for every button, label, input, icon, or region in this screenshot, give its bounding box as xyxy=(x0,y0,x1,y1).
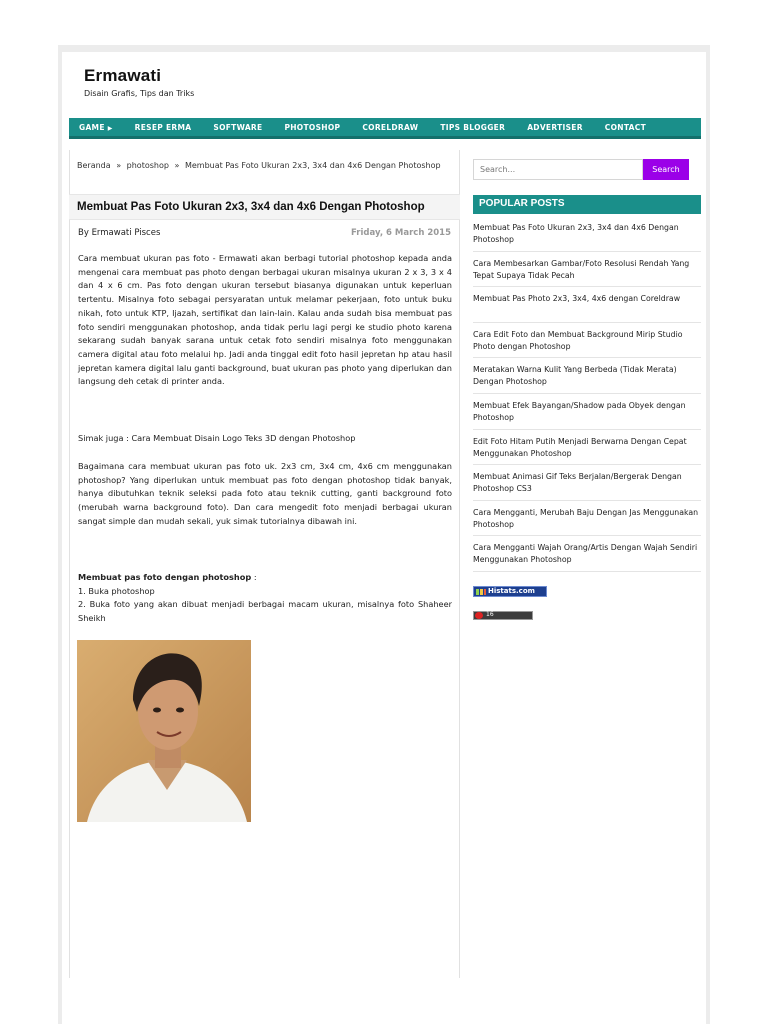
nav-item-software[interactable]: SOFTWARE xyxy=(213,122,263,132)
step-item: 1. Buka photoshop xyxy=(78,585,155,596)
nav-item-game[interactable]: GAME ▶ xyxy=(79,122,113,132)
popular-post-link[interactable]: Cara Mengganti Wajah Orang/Artis Dengan Wajah Sendiri Menggunakan Photoshop xyxy=(473,536,701,572)
steps-heading: Membuat pas foto dengan photoshop xyxy=(78,572,252,582)
stop-icon xyxy=(475,612,483,619)
portrait-photo xyxy=(77,640,251,822)
breadcrumb-home[interactable]: Beranda xyxy=(77,161,111,170)
nav-item-contact[interactable]: CONTACT xyxy=(604,122,647,132)
steps-section: Membuat pas foto dengan photoshop : 1. Buka photoshop 2. Buka foto yang akan dibuat menjadi berbagai macam ukuran, misalnya foto Shaheer Sheikh xyxy=(78,571,452,626)
breadcrumb-current: Membuat Pas Foto Ukuran 2x3, 3x4 dan 4x6 Dengan Photoshop xyxy=(184,161,441,170)
breadcrumb-separator: » xyxy=(116,161,122,170)
breadcrumb xyxy=(77,159,452,172)
search-button[interactable]: Search xyxy=(643,159,689,180)
post-paragraph: Bagaimana cara membuat ukuran pas foto uk. 2x3 cm, 3x4 cm, 4x6 cm menggunakan photoshop? Yang diperlukan untuk membuat pas foto dengan photoshop tidak banyak, hanya dibutuhkan teknik seleksi pada foto atau teknik cutting, ganti background foto (merubah warna background foto). Dan cara mengedit foto menjadi berbagai ukuran sangat simple dan mudah sekali, yuk simak tutorialnya dibawah ini. xyxy=(78,461,452,526)
popular-post-link[interactable]: Cara Mengganti, Merubah Baju Dengan Jas Menggunakan Photoshop xyxy=(473,501,701,537)
histats-badge[interactable]: Histats.com xyxy=(473,586,547,597)
step-item: 2. Buka foto yang akan dibuat menjadi berbagai macam ukuran, misalnya foto Shaheer Sheikh xyxy=(78,599,452,624)
site-description: Disain Grafis, Tips dan Triks xyxy=(84,89,195,98)
nav-item-advertiser[interactable]: ADVERTISER xyxy=(527,122,583,132)
popular-post-link[interactable]: Membuat Animasi Gif Teks Berjalan/Bergerak Dengan Photoshop CS3 xyxy=(473,465,701,501)
post-author: By Ermawati Pisces xyxy=(78,228,161,238)
chart-bars-icon xyxy=(476,589,486,595)
popular-post-link[interactable]: Membuat Pas Foto Ukuran 2x3, 3x4 dan 4x6 Dengan Photoshop xyxy=(473,216,701,252)
post-title[interactable]: Membuat Pas Foto Ukuran 2x3, 3x4 dan 4x6 Dengan Photoshop xyxy=(69,194,460,220)
post-date: Friday, 6 March 2015 xyxy=(351,228,451,238)
nav-item-resep-erma[interactable]: RESEP ERMA xyxy=(134,122,192,132)
nav-item-photoshop[interactable]: PHOTOSHOP xyxy=(284,122,341,132)
breadcrumb-category[interactable]: photoshop xyxy=(126,161,169,170)
nav-item-coreldraw[interactable]: CORELDRAW xyxy=(362,122,419,132)
see-also-link[interactable]: Simak juga : Cara Membuat Disain Logo Teks 3D dengan Photoshop xyxy=(78,433,356,443)
popular-posts-heading: POPULAR POSTS xyxy=(473,195,701,214)
popular-post-link[interactable]: Meratakan Warna Kulit Yang Berbeda (Tidak Merata) Dengan Photoshop xyxy=(473,358,701,394)
site-title[interactable]: Ermawati xyxy=(84,66,162,85)
visitor-counter[interactable]: 16 xyxy=(473,611,533,620)
popular-post-link[interactable]: Cara Edit Foto dan Membuat Background Mirip Studio Photo dengan Photoshop xyxy=(473,323,701,359)
main-nav xyxy=(69,118,701,139)
popular-post-link[interactable]: Membuat Efek Bayangan/Shadow pada Obyek dengan Photoshop xyxy=(473,394,701,430)
search-input[interactable]: Search... xyxy=(473,159,643,180)
breadcrumb-separator: » xyxy=(174,161,180,170)
caret-right-icon: ▶ xyxy=(107,124,113,132)
popular-post-link[interactable]: Membuat Pas Photo 2x3, 3x4, 4x6 dengan Coreldraw xyxy=(473,287,701,323)
post-paragraph: Cara membuat ukuran pas foto - Ermawati akan berbagi tutorial photoshop kepada anda mengenai cara membuat pas photo dengan berbagai ukuran misalnya ukuran 2 x 3, 3 x 4 dan 4 x 6 cm. Pas foto dengan ukuran tersebut biasanya digunakan untuk keperluan tertentu. Misalnya foto sebagai persyaratan untuk melamar pekerjaan, foto untuk buku nikah, foto untuk KTP, Ijazah, sertifikat dan lain-lain. Kalau anda sudah bisa membuat pas foto sendiri menggunakan photoshop, anda tidak perlu lagi pergi ke studio photo karena sekarang sudah banyak sarana untuk cetak foto sendiri misalnya foto menggunakan camera digital atau foto melalui hp. Jadi anda tinggal edit foto hasil jepretan hp atau hasil jepretan kamera digital lalu ganti background, buat ukuran pas photo yang diperlukan dan langsung deh cetak di printer anda. xyxy=(78,253,452,387)
popular-post-link[interactable]: Cara Membesarkan Gambar/Foto Resolusi Rendah Yang Tepat Supaya Tidak Pecah xyxy=(473,252,701,288)
popular-posts-list xyxy=(473,216,701,572)
popular-post-link[interactable]: Edit Foto Hitam Putih Menjadi Berwarna Dengan Cepat Menggunakan Photoshop xyxy=(473,430,701,466)
nav-item-tips-blogger[interactable]: TIPS BLOGGER xyxy=(440,122,506,132)
